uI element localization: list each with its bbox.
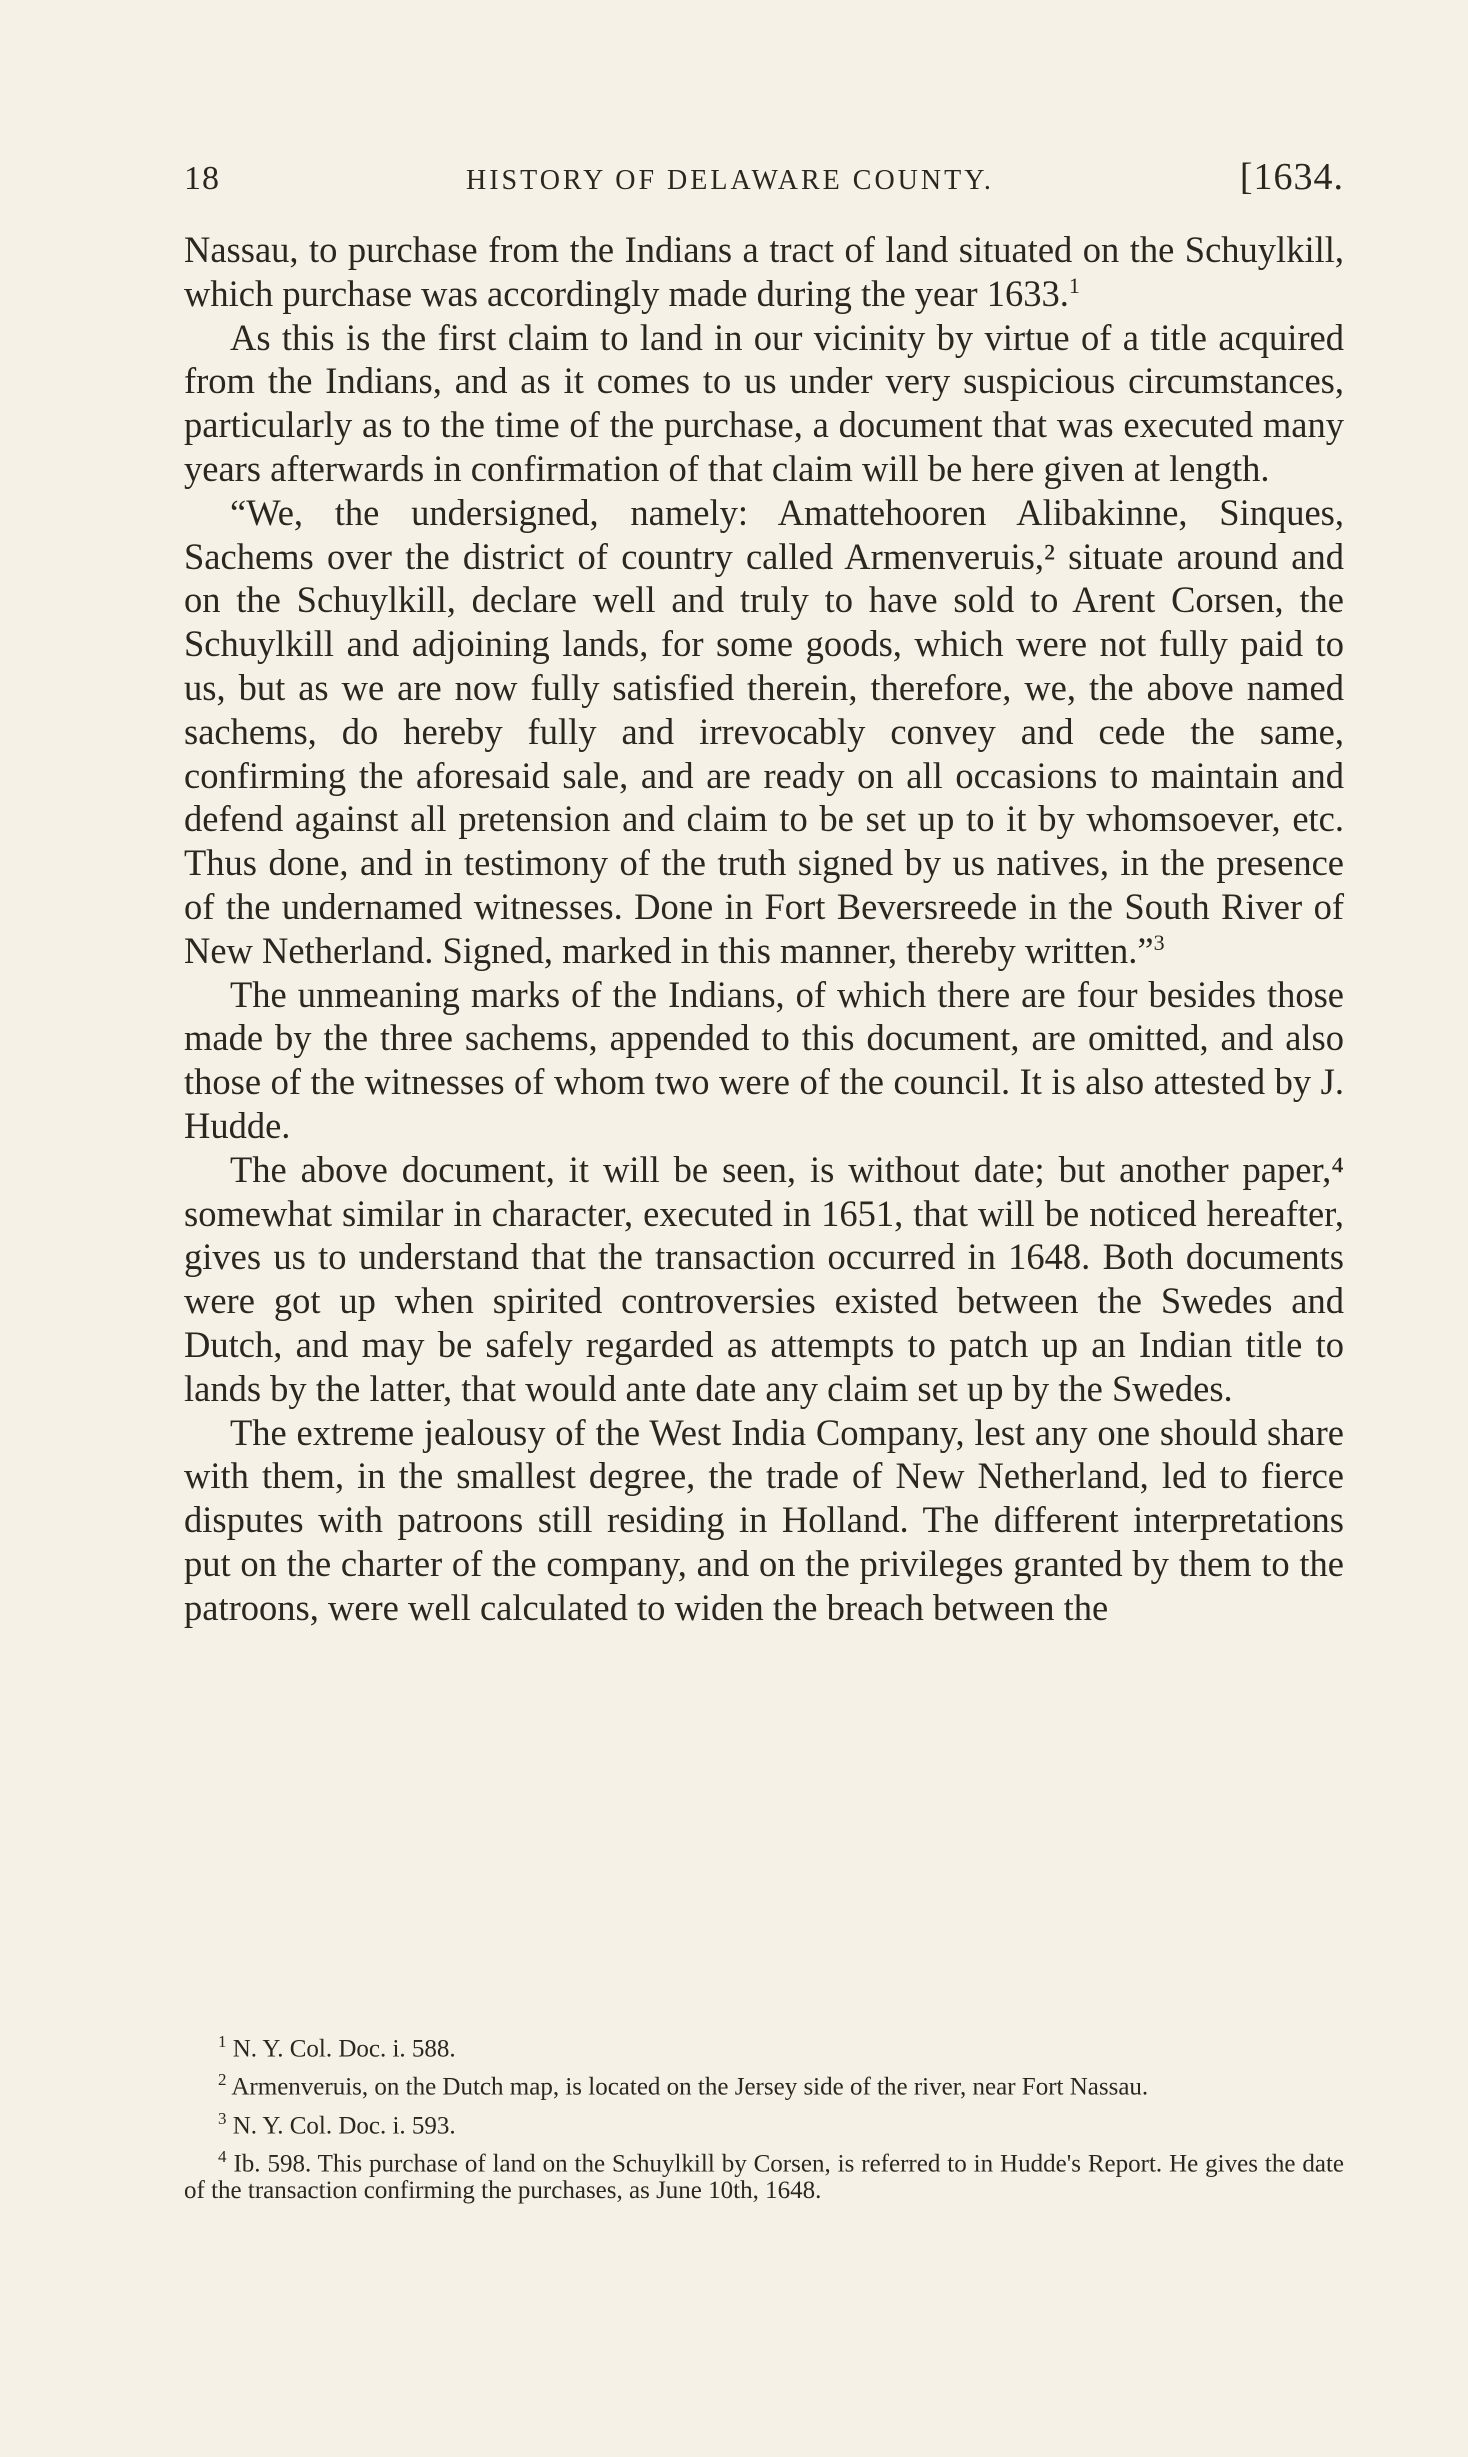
footnote: $^4$ Ib. 598. This purchase of land on the Schuylkill by Corsen, is referred to in Hudde's Report. He gives the date of the transaction confirming the purchases, as June 10th, 1648. [184,2146,1344,2205]
running-title: HISTORY OF DELAWARE COUNTY. [466,165,994,196]
paragraph: The extreme jealousy of the West India Company, lest any one should share with them, in the smallest degree, the trade of New Netherland, led to fierce disputes with patroons still residing in Holland. The different interpretations put on the charter of the company, and on the privileges granted by them to the patroons, were well calculated to widen the breach between the [184,1411,1344,1628]
paragraph: The above document, it will be seen, is without date; but another paper,⁴ somewhat similar in character, executed in 1651, that will be noticed hereafter, gives us to understand that the transaction occurred in 1648. Both documents were got up when spirited controversies existed between the Swedes and Dutch, and may be safely regarded as attempts to patch up an Indian title to lands by the latter, that would ante date any claim set up by the Swedes. [184,1148,1344,1409]
footnotes [184,2028,1344,2208]
page-number: 18 [184,160,220,197]
footnote: $^3$ N. Y. Col. Doc. i. 593. [218,2108,456,2139]
running-header [184,155,1344,205]
footnote-ref: 3 [1153,929,1165,955]
paragraph: “We, the undersigned, namely: Amattehooren Alibakinne, Sinques, Sachems over the district of country called Armenveruis,² situate around and on the Schuylkill, declare well and truly to have sold to Arent Corsen, the Schuylkill and adjoining lands, for some goods, which were not fully paid to us, but as we are now fully satisfied therein, therefore, we, the above named sachems, do hereby fully and irrevocably convey and cede the same, confirming the aforesaid sale, and are ready on all occasions to maintain and defend against all pretension and claim to be set up to it by whomsoever, etc. Thus done, and in testimony of the truth signed by us natives, in the presence of the undernamed witnesses. Done in Fort Beversreede in the South River of New Netherland. Signed, marked in this manner, thereby written.”$^3$ [184,491,1344,971]
paragraph: As this is the first claim to land in our vicinity by virtue of a title acquired from the Indians, and as it comes to us under very suspicious circumstances, particularly as to the time of the purchase, a document that was executed many years afterwards in confirmation of that claim will be here given at length. [184,316,1344,489]
footnote: $^2$ Armenveruis, on the Dutch map, is located on the Jersey side of the river, near Fort Nassau. [218,2070,1149,2101]
footnote-ref: 1 [1068,272,1080,298]
paragraph: The unmeaning marks of the Indians, of which there are four besides those made by the three sachems, appended to this document, are omitted, and also those of the witnesses of whom two were of the council. It is also attested by J. Hudde. [184,973,1344,1146]
body-text [184,228,1344,1630]
header-year: [1634. [1239,156,1344,198]
footnote: $^1$ N. Y. Col. Doc. i. 588. [218,2032,456,2063]
paragraph: Nassau, to purchase from the Indians a tract of land situated on the Schuylkill, which purchase was accordingly made during the year 1633.$^1$ [184,229,1344,314]
